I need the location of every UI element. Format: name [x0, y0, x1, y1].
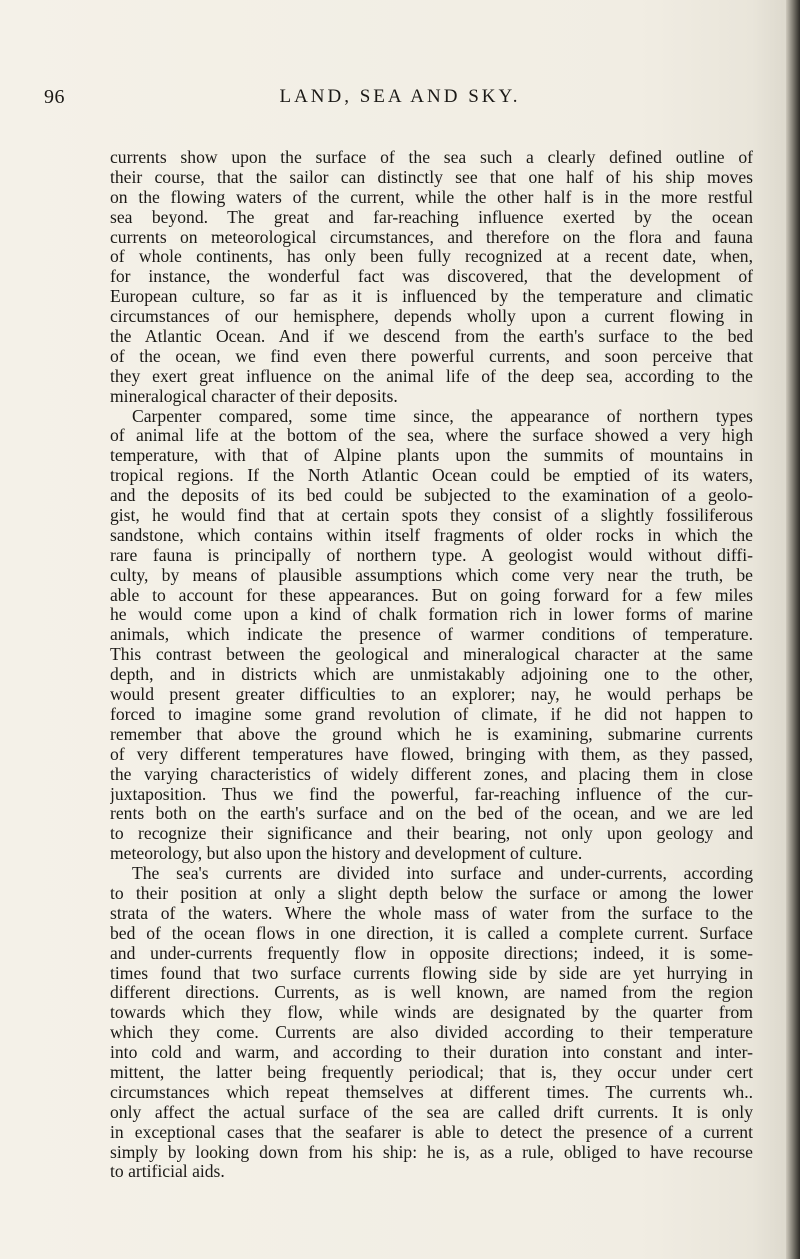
text-line: depth, and in districts which are unmistakably adjoining one to the other, [110, 665, 753, 685]
text-line: currents show upon the surface of the sea such a clearly defined outline of [110, 148, 753, 167]
text-line: gist, he would find that at certain spots they consist of a slightly fossiliferous [110, 506, 753, 526]
text-line: circumstances which repeat themselves at different times. The currents wh.. [110, 1082, 753, 1102]
text-line: rare fauna is principally of northern type. A geologist would without diffi- [110, 545, 753, 565]
text-line: Carpenter compared, some time since, the appearance of northern types [132, 406, 753, 426]
text-line: of very different temperatures have flowed, bringing with them, as they passed, [110, 744, 753, 764]
text-line: different directions. Currents, as is well known, are named from the region [110, 983, 753, 1003]
text-line: strata of the waters. Where the whole mass of water from the surface to the [110, 903, 753, 923]
page-header [0, 86, 800, 110]
text-line: to their position at only a slight depth below the surface or among the lower [110, 883, 753, 903]
text-line: forced to imagine some grand revolution of climate, if he did not happen to [110, 704, 753, 724]
text-line: sandstone, which contains within itself fragments of older rocks in which the [110, 525, 753, 545]
text-line: for instance, the wonderful fact was discovered, that the development of [110, 267, 753, 287]
text-line: remember that above the ground which he is examining, submarine currents [110, 724, 753, 744]
text-line: sea beyond. The great and far-reaching influence exerted by the ocean [110, 207, 753, 227]
text-line: juxtaposition. Thus we find the powerful, far-reaching influence of the cur- [110, 784, 753, 804]
text-line: to recognize their significance and their bearing, not only upon geology and [110, 824, 753, 844]
text-line: meteorology, but also upon the history and development of culture. [110, 844, 583, 864]
text-line: of the ocean, we find even there powerful currents, and soon perceive that [110, 346, 753, 366]
text-line: temperature, with that of Alpine plants upon the summits of mountains in [110, 446, 753, 466]
text-line: of animal life at the bottom of the sea, where the surface showed a very high [110, 426, 753, 446]
text-line: towards which they flow, while winds are designated by the quarter from [110, 1003, 753, 1023]
page-number: 96 [44, 86, 65, 108]
page-edge-shadow [786, 0, 800, 1259]
body-text [110, 148, 753, 1182]
text-line: simply by looking down from his ship: he is, as a rule, obliged to have recourse [110, 1142, 753, 1162]
text-line: The sea's currents are divided into surface and under-currents, according [132, 864, 753, 884]
text-line: and under-currents frequently flow in opposite directions; indeed, it is some- [110, 943, 753, 963]
text-line: European culture, so far as it is influenced by the temperature and climatic [110, 287, 753, 307]
text-line: they exert great influence on the animal life of the deep sea, according to the [110, 366, 753, 386]
text-line: tropical regions. If the North Atlantic Ocean could be emptied of its waters, [110, 466, 753, 486]
text-line: only affect the actual surface of the sea are called drift currents. It is only [110, 1102, 753, 1122]
text-line: in exceptional cases that the seafarer is able to detect the presence of a current [110, 1122, 753, 1142]
running-title: LAND, SEA AND SKY. [279, 86, 521, 107]
text-line: which they come. Currents are also divided according to their temperature [110, 1023, 753, 1043]
text-line: mineralogical character of their deposits. [110, 386, 398, 406]
text-line: and the deposits of its bed could be subjected to the examination of a geolo- [110, 486, 753, 506]
text-line: circumstances of our hemisphere, depends wholly upon a current flowing in [110, 307, 753, 327]
text-line: culty, by means of plausible assumptions which come very near the truth, be [110, 565, 753, 585]
text-line: currents on meteorological circumstances, and therefore on the flora and fauna [110, 227, 753, 247]
text-line: of whole continents, has only been fully recognized at a recent date, when, [110, 247, 753, 267]
text-line: This contrast between the geological and mineralogical character at the same [110, 645, 753, 665]
text-line: he would come upon a kind of chalk formation rich in lower forms of marine [110, 605, 753, 625]
text-line: to artificial aids. [110, 1162, 225, 1182]
text-line: their course, that the sailor can distinctly see that one half of his ship moves [110, 167, 753, 187]
text-line: into cold and warm, and according to their duration into constant and inter- [110, 1043, 753, 1063]
text-line: mittent, the latter being frequently periodical; that is, they occur under cert [110, 1062, 753, 1082]
text-line: the varying characteristics of widely different zones, and placing them in close [110, 764, 753, 784]
text-line: animals, which indicate the presence of warmer conditions of temperature. [110, 625, 753, 645]
text-line: rents both on the earth's surface and on the bed of the ocean, and we are led [110, 804, 753, 824]
text-line: would present greater difficulties to an explorer; nay, he would perhaps be [110, 685, 753, 705]
text-line: able to account for these appearances. But on going forward for a few miles [110, 585, 753, 605]
text-line: bed of the ocean flows in one direction, it is called a complete current. Surface [110, 923, 753, 943]
text-line: times found that two surface currents flowing side by side are yet hurrying in [110, 963, 753, 983]
text-line: on the flowing waters of the current, while the other half is in the more restful [110, 187, 753, 207]
text-line: the Atlantic Ocean. And if we descend from the earth's surface to the bed [110, 327, 753, 347]
